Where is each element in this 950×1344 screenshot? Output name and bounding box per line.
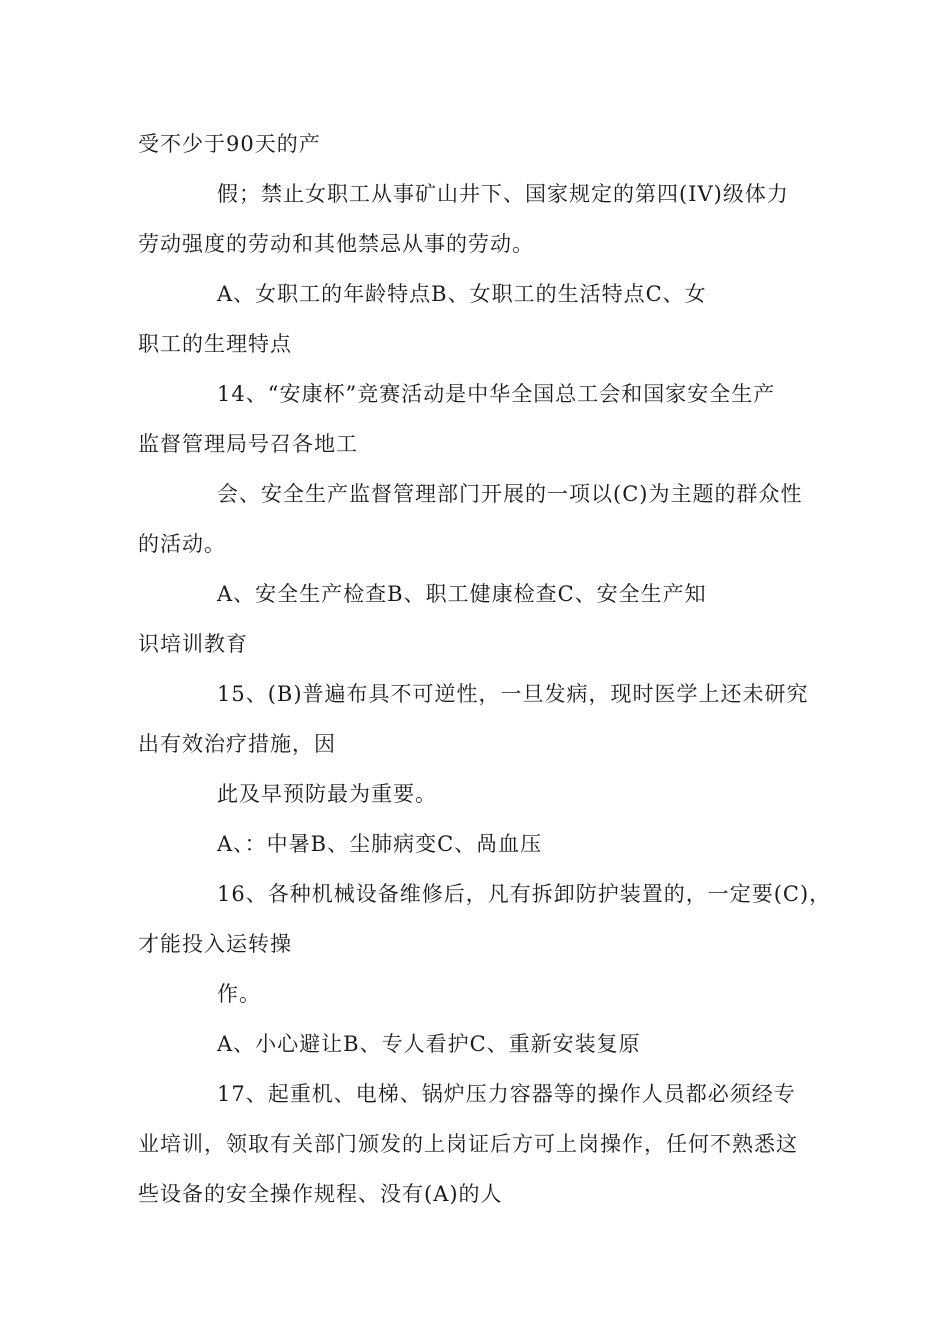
text-line: 出有效治疗措施，因	[138, 732, 336, 756]
text-line: 受不少于90天的产	[138, 132, 321, 156]
text-line: 14、“安康杯”竞赛活动是中华全国总工会和国家安全生产	[217, 382, 776, 406]
text-line: 会、安全生产监督管理部门开展的一项以(C)为主题的群众性	[217, 482, 803, 506]
text-line: 识培训教育	[138, 632, 248, 656]
text-line: 才能投入运转操	[138, 932, 292, 956]
text-line: A、女职工的年龄特点B、女职工的生活特点C、女	[217, 282, 707, 306]
text-line: A、小心避让B、专人看护C、重新安装复原	[217, 1032, 641, 1056]
text-line: 职工的生理特点	[138, 332, 292, 356]
text-line: 业培训，领取有关部门颁发的上岗证后方可上岗操作，任何不熟悉这	[138, 1132, 798, 1156]
text-line: 此及早预防最为重要。	[217, 782, 437, 806]
text-line: 15、(B)普遍布具不可逆性，一旦发病，现时医学上还未研究	[217, 682, 809, 706]
text-line: 些设备的安全操作规程、没有(A)的人	[138, 1182, 503, 1206]
text-line: A、安全生产检查B、职工健康检查C、安全生产知	[217, 582, 707, 606]
text-line: 作。	[217, 982, 261, 1006]
text-line: 的活动。	[138, 532, 226, 556]
text-line: 劳动强度的劳动和其他禁忌从事的劳动。	[138, 232, 534, 256]
text-line: A、：中暑B、尘肺病变C、咼血压	[217, 832, 543, 856]
text-line: 16、各种机械设备维修后，凡有拆卸防护装置的，一定要(C)，	[217, 882, 832, 906]
text-line: 假；禁止女职工从事矿山井下、国家规定的第四(IV)级体力	[217, 182, 789, 206]
text-line: 17、起重机、电梯、锅炉压力容器等的操作人员都必须经专	[217, 1082, 796, 1106]
text-line: 监督管理局号召各地工	[138, 432, 358, 456]
